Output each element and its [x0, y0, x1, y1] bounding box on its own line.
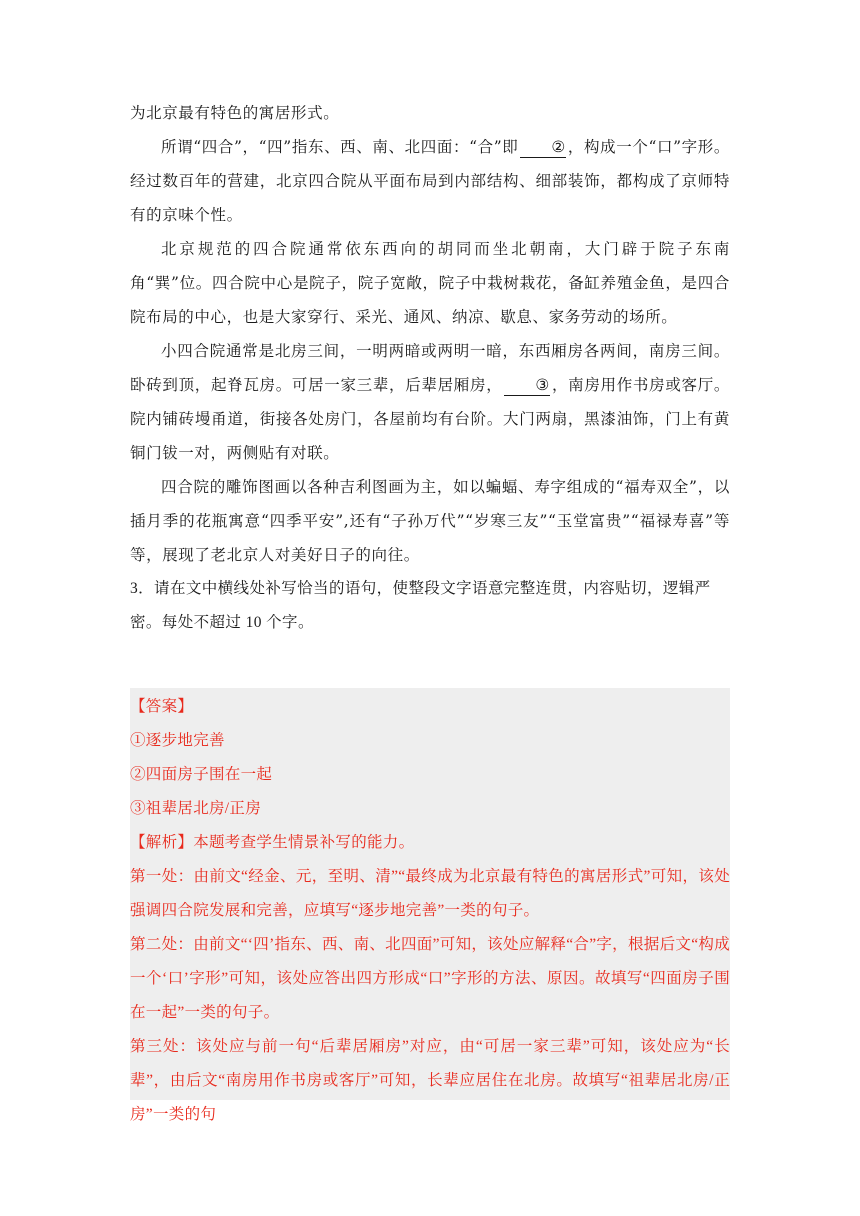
question-3: 3．请在文中横线处补写恰当的语句，使整段文字语意完整连贯，内容贴切，逻辑严密。每处不超过 10 个字。 [130, 580, 711, 631]
analysis-point-3: 第三处：该处应与前一句“后辈居厢房”对应，由“可居一家三辈”可知，该处应为“长辈”，由后文“南房用作书房或客厅”可知，长辈应居住在北房。故填写“祖辈居北房/正房”一类的句 [130, 1038, 730, 1123]
paragraph-3-text-b: ，南房用作书房或客厅。院内铺砖墁甬道，街接各处房门，各屋前均有台阶。大门两扇，黑漆油饰，门上有黄铜门钹一对，两侧贴有对联。 [130, 376, 730, 462]
analysis-point-2: 第二处：由前文“‘四’指东、西、南、北四面”可知，该处应解释“合”字，根据后文“构成一个‘口’字形”可知，该处应答出四方形成“口”字形的方法、原因。故填写“四面房子围在一起”一类的句子。 [130, 936, 730, 1021]
answer-box [130, 688, 730, 1123]
passage-paragraph-0: 为北京最有特色的寓居形式。 [130, 104, 340, 122]
analysis-text: 本题考查学生情景补写的能力。 [193, 834, 415, 851]
passage-paragraph-2: 北京规范的四合院通常依东西向的胡同而坐北朝南，大门辟于院子东南角“巽”位。四合院中心是院子，院子宽敞，院子中栽树栽花，备缸养殖金鱼，是四合院布局的中心，也是大家穿行、采光、通风、纳凉、歇息、家务劳动的场所。 [130, 240, 730, 326]
blank-2: ② [520, 137, 566, 158]
answer-item-1: ①逐步地完善 [130, 732, 225, 749]
paragraph-1-text-b: ，构成一个“口”字形。经过数百年的营建，北京四合院从平面布局到内部结构、细部装饰，都构成了京师特有的京味个性。 [130, 138, 731, 224]
passage [130, 96, 730, 640]
passage-paragraph-4: 四合院的雕饰图画以各种吉利图画为主，如以蝙蝠、寿字组成的“福寿双全”，以插月季的花瓶寓意“四季平安”,还有“子孙万代”“岁寒三友”“玉堂富贵”“福禄寿喜”等等，展现了老北京人对美好日子的向往。 [130, 478, 730, 564]
answer-label: 【答案】 [130, 698, 194, 715]
analysis-point-1: 第一处：由前文“经金、元，至明、清”“最终成为北京最有特色的寓居形式”可知，该处强调四合院发展和完善，应填写“逐步地完善”一类的句子。 [130, 868, 730, 919]
answer-item-2: ②四面房子围在一起 [130, 766, 273, 783]
blank-3: ③ [504, 375, 550, 396]
answer-item-3: ③祖辈居北房/正房 [130, 800, 262, 817]
passage-paragraph-3 [130, 334, 730, 470]
paragraph-3-text-a: 小四合院通常是北房三间，一明两暗或两明一暗，东西厢房各两间，南房三间。卧砖到顶，起脊瓦房。可居一家三辈，后辈居厢房， [130, 342, 730, 394]
paragraph-1-text-a: 所谓“四合”，“四”指东、西、南、北四面：“合”即 [161, 138, 519, 156]
analysis-label: 【解析】 [130, 834, 194, 851]
passage-paragraph-1 [130, 130, 730, 232]
analysis-intro [130, 826, 730, 860]
